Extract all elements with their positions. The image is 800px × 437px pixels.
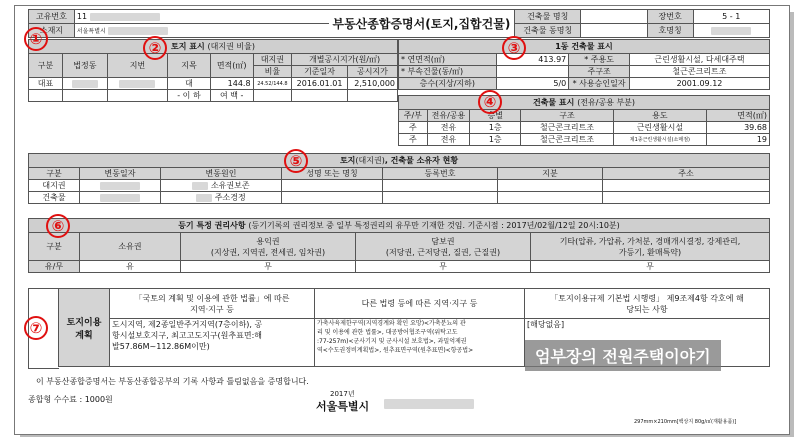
owner-r2e xyxy=(383,192,498,204)
plan-label: 토지이용 계획 xyxy=(59,289,110,367)
plan-h2: 다른 법령 등에 따른 지역·지구 등 xyxy=(315,289,525,319)
unit-value xyxy=(693,24,769,38)
unit-r2-b: 전유 xyxy=(427,134,470,146)
unit-h1: 주/부 xyxy=(399,110,428,122)
land-h-jimok: 지목 xyxy=(168,54,211,78)
land-r1-dong xyxy=(62,78,107,90)
owner-h5: 등록번호 xyxy=(383,168,498,180)
owner-r2a: 건축물 xyxy=(29,192,80,204)
plan-h1: 「국토의 계획 및 이용에 관한 법률」에 따른 지역·지구 등 xyxy=(110,289,315,319)
unit-r1-e: 근린생활시설 xyxy=(613,122,706,134)
bldg-struct: 철근콘크리트조 xyxy=(629,66,769,78)
owner-h4: 성명 또는 명칭 xyxy=(282,168,383,180)
table-row xyxy=(399,122,770,134)
marker-4: ④ xyxy=(478,90,502,114)
plan-h3: 「토지이용규제 기본법 시행령」 제9조제4항 각호에 해 당되는 사항 xyxy=(525,289,770,319)
unit-r2-e: 제1종근린생활시설(소매점) xyxy=(613,134,706,146)
unit-r2-f: 19 xyxy=(706,134,769,146)
owner-r1f xyxy=(498,180,603,192)
header-table xyxy=(28,9,770,38)
marker-3: ③ xyxy=(502,36,526,60)
unit-title: 건축물 표시 (전유/공용 부분) xyxy=(399,96,770,110)
reg-title: 등기 특정 권리사항 (등기기록의 권리정보 중 일부 특정권리의 유무만 기재한 것임. 기준시점 : 2017년/02월/12일 20시:10분) xyxy=(29,219,770,233)
reg-h1: 구분 xyxy=(29,233,80,261)
bldg-dong-value xyxy=(581,24,647,38)
reg-h5: 기타(압류, 가압류, 가처분, 경매개시결정, 강제관리, 가등기, 환매특약) xyxy=(531,233,770,261)
land-h-jibun: 지번 xyxy=(107,54,167,78)
unit-r1-b: 전유 xyxy=(427,122,470,134)
land-h-daeji1: 대지권 xyxy=(253,54,292,66)
location-value: 서울특별시 xyxy=(74,24,328,38)
unit-r1-c: 1층 xyxy=(470,122,521,134)
page-label: 장번호 xyxy=(647,10,693,24)
land-h-dong: 법정동 xyxy=(62,54,107,78)
land-r2-empty5 xyxy=(292,90,348,102)
land-h-price: 공시지가 xyxy=(347,66,397,78)
reg-r3: 무 xyxy=(181,261,356,273)
bldg-use-label: * 주용도 xyxy=(569,54,630,66)
unit-h4: 구조 xyxy=(521,110,614,122)
bldg-struct-label: 주구조 xyxy=(569,66,630,78)
owner-r2d xyxy=(282,192,383,204)
reg-h4: 담보권 (저당권, 근저당권, 질권, 근질권) xyxy=(356,233,531,261)
owner-h7: 주소 xyxy=(603,168,770,180)
land-r1-date: 2016.01.01 xyxy=(292,78,348,90)
bldg-title: 1동 건축물 표시 xyxy=(399,40,770,54)
unit-label: 호명칭 xyxy=(647,24,693,38)
land-r2-empty2 xyxy=(62,90,107,102)
land-h-gubun: 구분 xyxy=(29,54,63,78)
bldg-total-area-label: * 연면적(㎡) xyxy=(399,54,497,66)
plan-c1: 도시지역, 제2종일반주거지역(7층이하), 공 항시설보호지구, 최고고도지구(원추표면:해 발57.86M~112.86M이만) xyxy=(110,319,315,367)
land-r2-empty6 xyxy=(347,90,397,102)
table-row xyxy=(399,134,770,146)
land-blank2: 여 백 - xyxy=(210,90,253,102)
reg-r4: 무 xyxy=(356,261,531,273)
marker-1: ① xyxy=(24,27,48,51)
owner-r2c: 주소경정 xyxy=(161,192,282,204)
bldg-floors-label: 층수(지상/지하) xyxy=(399,78,497,90)
bldg-dong-label: 건축물 동명칭 xyxy=(515,24,581,38)
land-r1-ratio: 24.52/144.8 xyxy=(253,78,292,90)
land-r2-empty xyxy=(29,90,63,102)
unit-r2-c: 1층 xyxy=(470,134,521,146)
owner-r1b xyxy=(80,180,161,192)
building-table xyxy=(398,39,770,90)
page-value: 5 - 1 xyxy=(693,10,769,24)
owner-title: 토지(대지권), 건축물 소유자 현황 xyxy=(29,154,770,168)
bldg-name-value xyxy=(581,10,647,24)
land-r1-area: 144.8 xyxy=(210,78,253,90)
bldg-ratio xyxy=(496,66,569,78)
unit-h3: 층별 xyxy=(470,110,521,122)
land-title: 토지 표시 (대지권 비율) xyxy=(29,40,398,54)
bldg-total-area: 413.97 xyxy=(496,54,569,66)
fee-text: 종합형 수수료 : 1000원 xyxy=(28,395,113,404)
owner-r1a: 대지권 xyxy=(29,180,80,192)
land-h-price1: 개별공시지가(원/㎡) xyxy=(292,54,398,66)
unit-r1-f: 39.68 xyxy=(706,122,769,134)
watermark: 엄부장의 전원주택이야기 xyxy=(525,340,721,371)
bldg-ratio-label: * 부속건물(동/㎡) xyxy=(399,66,497,78)
plan-c3: [해당없음] xyxy=(525,319,770,367)
document-title: 부동산종합증명서(토지,집합건물) xyxy=(329,10,515,38)
plan-c2: 가축사육제한구역(지역경계와 확인 요망)<가축분뇨의 관 리 및 이용에 관한 법률>, 대공방어협조구역(위탁고도 :77-257m)<군사기지 및 군사시설 보호법>, 과밀억제권 역<수도권정비계획법>, 원추표면구역(원추표면)<항공법> xyxy=(315,319,525,367)
issuer-blur xyxy=(384,399,474,409)
land-table xyxy=(28,39,398,102)
table-row xyxy=(29,180,770,192)
land-r1-gubun: 대표 xyxy=(29,78,63,90)
owner-h6: 지분 xyxy=(498,168,603,180)
bldg-use: 근린생활시설, 다세대주택 xyxy=(629,54,769,66)
owner-h2: 변동일자 xyxy=(80,168,161,180)
owner-r2f xyxy=(498,192,603,204)
land-h-area: 면적(㎡) xyxy=(210,54,253,78)
bldg-approval-label: * 사용승인일자 xyxy=(569,78,630,90)
issuer-city: 서울특별시 xyxy=(316,400,370,413)
small-blur xyxy=(716,414,746,426)
marker-7: ⑦ xyxy=(24,316,48,340)
owner-r1d xyxy=(282,180,383,192)
reg-h2: 소유권 xyxy=(80,233,181,261)
land-r2-empty3 xyxy=(107,90,167,102)
reg-h3: 용익권 (지상권, 지역권, 전세권, 임차권) xyxy=(181,233,356,261)
owner-r2b xyxy=(80,192,161,204)
unit-r2-a: 주 xyxy=(399,134,428,146)
unique-label: 고유번호 xyxy=(29,10,75,24)
cert-text: 이 부동산종합증명서는 부동산종합공부의 기록 사항과 틀림없음을 증명합니다. xyxy=(36,377,309,386)
land-r2-empty4 xyxy=(253,90,292,102)
unit-h2: 전유/공용 xyxy=(427,110,470,122)
land-r1-jibun xyxy=(107,78,167,90)
unit-h6: 면적(㎡) xyxy=(706,110,769,122)
reg-r-label: 유/무 xyxy=(29,261,80,273)
owner-h1: 구분 xyxy=(29,168,80,180)
owner-r1g xyxy=(603,180,770,192)
marker-2: ② xyxy=(143,36,167,60)
owner-r1c: 소유권보존 xyxy=(161,180,282,192)
reg-r5: 무 xyxy=(531,261,770,273)
bldg-floors: 5/0 xyxy=(496,78,569,90)
bldg-name-label: 건축물 명칭 xyxy=(515,10,581,24)
location-label: 소재지 xyxy=(29,24,75,38)
land-r1-price: 2,510,000 xyxy=(347,78,397,90)
unique-value: 11 xyxy=(74,10,328,24)
owner-r2g xyxy=(603,192,770,204)
unit-r1-d: 철근콘크리트조 xyxy=(521,122,614,134)
unit-r2-d: 철근콘크리트조 xyxy=(521,134,614,146)
marker-5: ⑤ xyxy=(284,149,308,173)
unit-r1-a: 주 xyxy=(399,122,428,134)
unit-table xyxy=(398,95,770,146)
owner-r1e xyxy=(383,180,498,192)
registration-table xyxy=(28,218,770,273)
marker-6: ⑥ xyxy=(46,214,70,238)
cert-year: 2017년 xyxy=(330,390,355,398)
land-blank: - 이 하 xyxy=(168,90,211,102)
owner-h3: 변동원인 xyxy=(161,168,282,180)
owner-table xyxy=(28,153,770,204)
table-row xyxy=(29,192,770,204)
land-h-date: 기준일자 xyxy=(292,66,348,78)
land-h-daeji2: 비율 xyxy=(253,66,292,78)
reg-r2: 유 xyxy=(80,261,181,273)
bldg-approval: 2001.09.12 xyxy=(629,78,769,90)
paper-size: 297mm×210mm[백상지 80g/㎡(재활용품)] xyxy=(634,419,737,425)
unit-h5: 용도 xyxy=(613,110,706,122)
land-r1-jimok: 대 xyxy=(168,78,211,90)
